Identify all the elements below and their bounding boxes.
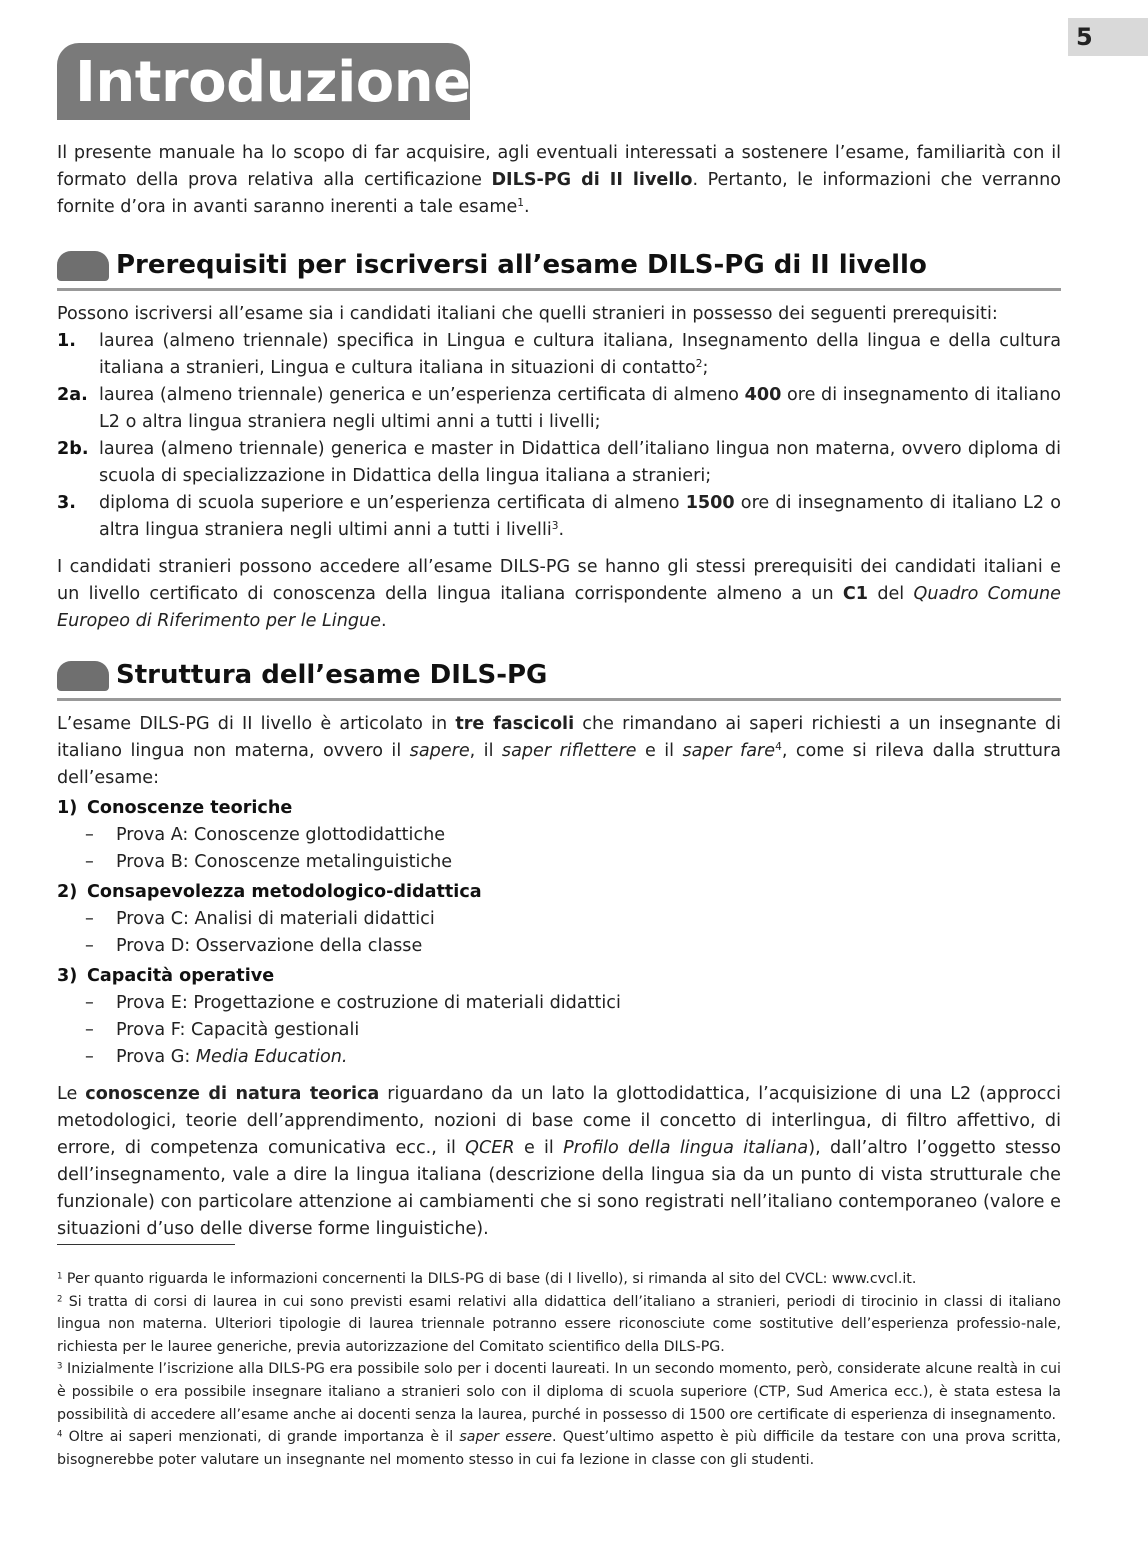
list-item [57, 490, 1061, 544]
group-heading: 2) Consapevolezza metodologico-didattica [57, 882, 482, 902]
intro-paragraph [57, 140, 1061, 221]
footnote: $^2$ Si tratta di corsi di laurea in cui sono previsti esami relativi alla didattica dell’italiano a stranieri, periodi di tirocinio in classi di italiano lingua non materna. Ulteriori tipologie di laurea triennale potranno essere riconosciute come sostitutive dell’esperienza professio-nale, richiesta per le lauree generiche, previa autorizzazione del Comitato scientifico della DILS-PG. [57, 1293, 1061, 1355]
page-title: Introduzione [57, 43, 470, 120]
page-number: 5 [1068, 18, 1148, 56]
group-heading: 1) Conoscenze teoriche [57, 798, 293, 818]
list-item [57, 382, 1061, 436]
item-text: laurea (almeno triennale) generica e un’esperienza certificata di almeno 400 ore di insegnamento di italiano L2 o altra lingua straniera negli ultimi anni a tutti i livelli; [99, 385, 1061, 432]
section-heading-prerequisiti [57, 245, 1061, 291]
intro-bold: DILS-PG di II livello [491, 170, 693, 190]
list-item [57, 436, 1061, 490]
list-item: – Prova C: Analisi di materiali didattici [85, 909, 435, 929]
section-closing-paragraph: Le conoscenze di natura teorica riguardano da un lato la glottodidattica, l’acquisizione di una L2 (approcci metodologici, teorie dell’apprendimento, nozioni di base come il concetto di interlingua, di filtro affettivo, di errore, di competenza comunicativa ecc., il QCER e il Profilo della lingua italiana), dall’altro l’oggetto stesso dell’insegnamento, vale a dire la lingua italiana (descrizione della lingua sia da un punto di vista strutturale che funzionale) con particolare attenzione ai cambiamenti che si sono registrati nell’italiano contemporaneo (valore e situazioni d’uso delle diverse forme linguistiche). [57, 1084, 1061, 1239]
footnote-ref[interactable]: 4 [775, 741, 782, 754]
section-title: Prerequisiti per iscriversi all’esame DILS-PG di II livello [116, 250, 927, 280]
footnote-divider [57, 1244, 235, 1245]
footnote: $^4$ Oltre ai saperi menzionati, di grande importanza è il saper essere. Quest’ultimo aspetto è più difficile da testare con una prova scritta, bisognerebbe poter valutare un insegnante nel momento stesso in cui fa lezione in classe con gli studenti. [57, 1429, 1061, 1468]
list-item: – Prova D: Osservazione della classe [85, 936, 423, 956]
footnote: $^3$ Inizialmente l’iscrizione alla DILS-PG era possibile solo per i docenti laureati. In un secondo momento, però, considerate alcune realtà in cui è possibile o era possibile insegnare italiano a stranieri solo con il diploma di scuola superiore (CTP, Sud America ecc.), è stata estesa la possibilità di accedere all’esame anche ai docenti senza la laurea, purché in possesso di 1500 ore certificate di esperienza di insegnamento. [57, 1361, 1061, 1423]
list-item [57, 328, 1061, 382]
list-item: – Prova A: Conoscenze glottodidattiche [85, 825, 446, 845]
item-number: 2a. [57, 385, 88, 405]
group-heading: 3) Capacità operative [57, 966, 275, 986]
section-heading-struttura [57, 655, 1061, 701]
section-closing-paragraph: I candidati stranieri possono accedere all’esame DILS-PG se hanno gli stessi prerequisiti dei candidati italiani e un livello certificato di conoscenza della lingua italiana corrispondente almeno a un C1 del Quadro Comune Europeo di Riferimento per le Lingue. [57, 557, 1061, 631]
section-marker-icon [57, 251, 109, 281]
footnote: $^1$ Per quanto riguarda le informazioni concernenti la DILS-PG di base (di I livello), si rimanda al sito del CVCL: www.cvcl.it. [57, 1271, 917, 1287]
footnote-ref[interactable]: 1 [517, 197, 524, 210]
footnote-ref[interactable]: 2 [695, 358, 703, 371]
section-marker-icon [57, 661, 109, 691]
list-item: – Prova F: Capacità gestionali [85, 1020, 360, 1040]
item-text: laurea (almeno triennale) generica e master in Didattica dell’italiano lingua non materna, ovvero diploma di scuola di specializzazione in Didattica della lingua italiana a stranieri; [99, 439, 1061, 486]
item-number: 2b. [57, 439, 89, 459]
section-lead: L’esame DILS-PG di II livello è articolato in tre fascicoli che rimandano ai saperi richiesti a un insegnante di italiano lingua non materna, ovvero il sapere, il saper riflettere e il saper fare$^4$, come si rileva dalla struttura dell’esame: [57, 714, 1061, 788]
list-item: – Prova E: Progettazione e costruzione di materiali didattici [85, 993, 621, 1013]
exam-structure-list [57, 795, 1061, 1071]
list-item: – Prova B: Conoscenze metalinguistiche [85, 852, 453, 872]
section-title: Struttura dell’esame DILS-PG [116, 660, 548, 690]
main-content [57, 140, 1061, 1243]
item-text: diploma di scuola superiore e un’esperienza certificata di almeno 1500 ore di insegnamento di italiano L2 o altra lingua straniera negli ultimi anni a tutti i livelli$^3$. [99, 493, 1061, 540]
intro-text-3: . [524, 197, 530, 217]
item-number: 1. [57, 331, 76, 351]
section-lead: Possono iscriversi all’esame sia i candidati italiani che quelli stranieri in possesso dei seguenti prerequisiti: [57, 304, 998, 324]
list-item: – Prova G: Media Education. [85, 1047, 348, 1067]
footnote-ref[interactable]: 3 [551, 520, 559, 533]
prerequisites-list [57, 328, 1061, 544]
intro-text: Il presente manuale ha lo scopo di far acquisire, agli eventuali interessati a sostenere l’esame, familiarità con il formato della prova relativa alla certificazione [57, 143, 1061, 190]
item-number: 3. [57, 493, 76, 513]
intro-text-2: . Pertanto, le informazioni che verranno fornite d’ora in avanti saranno inerenti a tale esame [57, 170, 1061, 217]
item-text: laurea (almeno triennale) specifica in Lingua e cultura italiana, Insegnamento della lingua e della cultura italiana a stranieri, Lingua e cultura italiana in situazioni di contatto$^2$; [99, 331, 1061, 378]
footnotes [57, 1268, 1061, 1471]
